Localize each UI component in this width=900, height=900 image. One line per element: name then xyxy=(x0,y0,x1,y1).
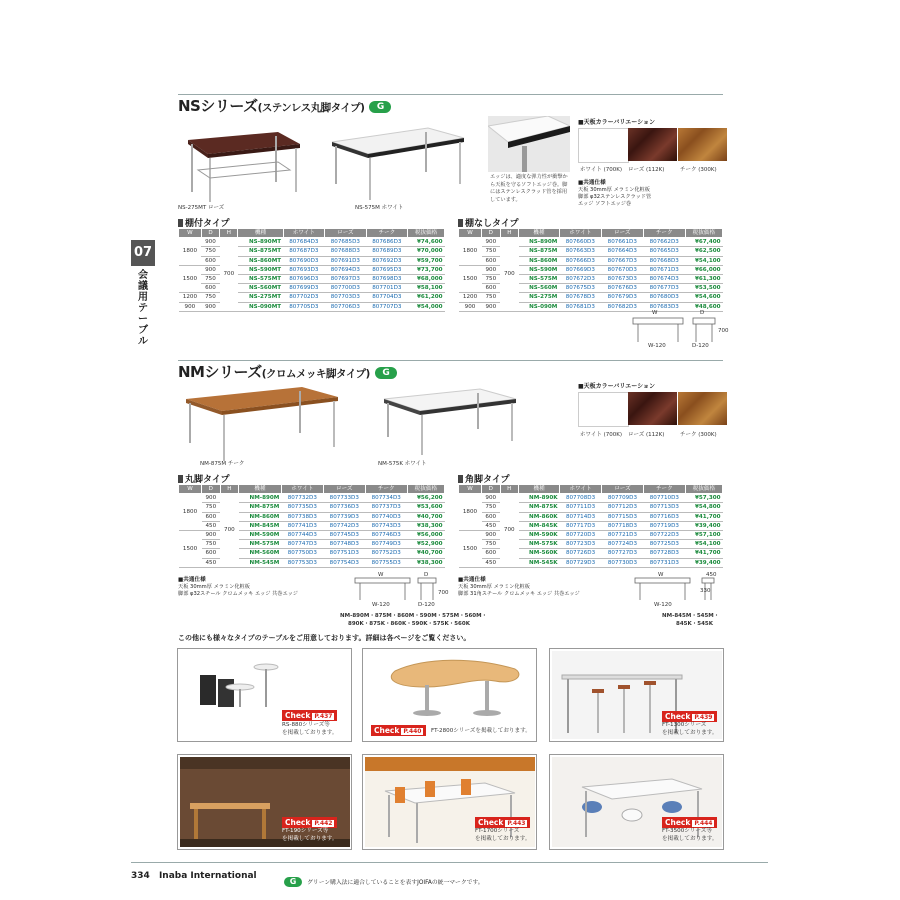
promo-check-badge[interactable]: Check P.443 xyxy=(475,817,530,828)
promo-card-ft2800[interactable] xyxy=(362,648,537,742)
ns-color-rose-label: ローズ (112K) xyxy=(628,167,665,173)
nm-dim2-w-off: W-120 xyxy=(654,602,672,608)
table-row: 750 NS-875MT 807687D3 807688D3 807689D3 ¥70,000 xyxy=(179,247,445,256)
ns-title: NSシリーズ(ステンレス丸脚タイプ) G xyxy=(178,95,391,116)
nm-dim2-d330: 330 xyxy=(700,588,711,594)
table-row: 750 NS-575M 807672D3 807673D3 807674D3 ¥61,300 xyxy=(459,275,723,284)
nm-dim-caption-4: 845K・545K xyxy=(676,621,713,627)
table-row: 1800 900 700 NM-890M 807732D3 807733D3 807734D3 ¥56,200 xyxy=(179,494,445,503)
ns-dim-h: 700 xyxy=(718,328,729,334)
ns-swatch-teak xyxy=(678,128,727,161)
nm-color-title: ■天板カラーバリエーション xyxy=(578,383,656,390)
nm-color-white-label: ホワイト (700K) xyxy=(580,432,622,438)
table-row: 750 NS-575MT 807696D3 807697D3 807698D3 ¥68,000 xyxy=(179,275,445,284)
nm-color-rose-label: ローズ (112K) xyxy=(628,432,665,438)
promo-check-badge[interactable]: Check P.439 xyxy=(662,711,717,722)
chapter-label: 会議用テーブル xyxy=(138,270,148,347)
nm-dim-d-off: D-120 xyxy=(418,602,435,608)
green-mark-icon: G xyxy=(375,367,397,379)
table-row: 600 NS-560M 807675D3 807676D3 807677D3 ¥53,500 xyxy=(459,284,723,293)
promo-text: FT-1300シリーズ を掲載しております。 xyxy=(662,722,718,736)
ns-edge-note: エッジは、適度な弾力性が衝撃から天板を守るソフトエッジ巻。脚にはステンレスクラッド管を採用しています。 xyxy=(490,174,568,203)
promo-card-rs880[interactable] xyxy=(177,648,352,742)
table-row: 600 NS-860M 807666D3 807667D3 807668D3 ¥54,100 xyxy=(459,256,723,265)
promo-check-badge[interactable]: Check P.440 xyxy=(371,725,426,736)
ns-color-title: ■天板カラーバリエーション xyxy=(578,119,656,126)
ns-shelf-table: W D H 機種 ホワイト ローズ チーク 税抜価格 1800 900 700 NS-890MT 807684D3 807685D3 807686D3 ¥74,600 750 NS-875MT 807687D3 807688D3 807689D3 ¥70,000 600 NS-860MT 807690D3 807691D3 807692D3 ¥59,700 1500 900 NS-590MT 807693D3 807694D3 807695D3 ¥73,700 750 NS-575MT 807696D3 807697D3 807698D3 ¥68,000 600 NS-560MT 807699D3 807700D3 807701D3 ¥58,100 1200 750 NS-275MT 807702D3 807703D3 807704D3 ¥61,200 900 900 NS-090MT 807705D3 807706D3 807707D3 ¥54,000 xyxy=(178,228,445,312)
nm-dim-caption-1: NM-890M・875M・860M・590M・575M・560M・ xyxy=(340,613,488,619)
promo-check-badge[interactable]: Check P.444 xyxy=(662,817,717,828)
ns-photo2-caption: NS-575M ホワイト xyxy=(355,205,404,211)
table-row: 900 900 NS-090M 807681D3 807682D3 807683D3 ¥48,600 xyxy=(459,302,723,311)
ns-dim-d-off: D-120 xyxy=(692,343,709,349)
promo-text: FT-1700シリーズ を掲載しております。 xyxy=(475,828,531,842)
nm-round-table: W D H 機種 ホワイト ローズ チーク 税抜価格 1800 900 700 NM-890M 807732D3 807733D3 807734D3 ¥56,200 750 NM-875M 807735D3 807736D3 807737D3 ¥53,600 600 NM-860M 807738D3 807739D3 807740D3 ¥40,700 450 NM-845M 807741D3 807742D3 807743D3 ¥38,300 1500 900 NM-590M 807744D3 807745D3 807746D3 ¥56,000 750 NM-575M 807747D3 807748D3 807749D3 ¥52,900 600 NM-560M 807750D3 807751D3 807752D3 ¥40,700 450 NM-545M 807753D3 807754D3 807755D3 ¥38,300 xyxy=(178,484,445,568)
footer-green-note: G グリーン購入法に適合していることを表すJOIFAの統一マークです。 xyxy=(284,871,484,890)
page-number: 334 xyxy=(131,871,150,881)
promo-text: FT-190シリーズ等 を掲載しております。 xyxy=(282,828,338,842)
table-row: 900 900 NS-090MT 807705D3 807706D3 807707D3 ¥54,000 xyxy=(179,302,445,311)
promo-text: RS-880シリーズ等 を掲載しております。 xyxy=(282,722,338,736)
table-row: 450 NM-845K 807717D3 807718D3 807719D3 ¥39,400 xyxy=(459,521,723,530)
table-row: 600 NS-560MT 807699D3 807700D3 807701D3 ¥58,100 xyxy=(179,284,445,293)
promo-ft2800-photo xyxy=(365,651,535,723)
ns-dim-w-off: W-120 xyxy=(648,343,666,349)
nm-round-common-spec: ■共通仕様 天板 30mm厚 メラミン化粧板 脚部 φ32スチール クロムメッキ エッジ 共巻エッジ xyxy=(178,577,298,597)
nm-square-common-spec: ■共通仕様 天板 30mm厚 メラミン化粧板 脚部 31角スチール クロムメッキ エッジ 共巻エッジ xyxy=(458,577,580,597)
promo-card-ft190[interactable] xyxy=(177,754,352,850)
table-row: 750 NM-575K 807723D3 807724D3 807725D3 ¥54,100 xyxy=(459,540,723,549)
ns-swatch-white xyxy=(578,128,629,163)
green-mark-icon: G xyxy=(369,101,391,113)
chapter-tab: 07 xyxy=(131,240,155,266)
nm-dim-d: D xyxy=(424,572,429,578)
ns-edge-closeup-photo xyxy=(488,116,570,172)
promo-rs880-photo xyxy=(180,651,350,711)
ns-noshelf-table: W D H 機種 ホワイト ローズ チーク 税抜価格 1800 900 700 NS-890M 807660D3 807661D3 807662D3 ¥67,400 750 NS-875M 807663D3 807664D3 807665D3 ¥62,500 600 NS-860M 807666D3 807667D3 807668D3 ¥54,100 1500 900 NS-590M 807669D3 807670D3 807671D3 ¥66,000 750 NS-575M 807672D3 807673D3 807674D3 ¥61,300 600 NS-560M 807675D3 807676D3 807677D3 ¥53,500 1200 750 NS-275M 807678D3 807679D3 807680D3 ¥54,600 900 900 NS-090M 807681D3 807682D3 807683D3 ¥48,600 xyxy=(458,228,723,312)
nm-round-subtitle: 丸脚タイプ xyxy=(178,472,230,485)
ns-noshelf-subtitle: 棚なしタイプ xyxy=(458,216,519,229)
nm-color-teak-label: チーク (300K) xyxy=(680,432,717,438)
table-row: 450 NM-545M 807753D3 807754D3 807755D3 ¥38,300 xyxy=(179,558,445,567)
top-rule xyxy=(178,94,723,95)
promo-check-badge[interactable]: Check P.442 xyxy=(282,817,337,828)
footer-rule xyxy=(131,862,768,863)
nm-photo1-caption: NM-875M チーク xyxy=(200,461,245,467)
nm-dim2-w: W xyxy=(658,572,664,578)
table-row: 1800 900 700 NM-890K 807708D3 807709D3 807710D3 ¥57,300 xyxy=(459,494,723,503)
table-row: 450 NM-845M 807741D3 807742D3 807743D3 ¥38,300 xyxy=(179,521,445,530)
table-row: 750 NM-875K 807711D3 807712D3 807713D3 ¥54,800 xyxy=(459,503,723,512)
table-row: 1200 750 NS-275MT 807702D3 807703D3 807704D3 ¥61,200 xyxy=(179,293,445,302)
table-row: 1500 900 NM-590M 807744D3 807745D3 807746D3 ¥56,000 xyxy=(179,531,445,540)
nm-swatch-teak xyxy=(678,392,727,425)
table-row: 600 NM-560K 807726D3 807727D3 807728D3 ¥41,700 xyxy=(459,549,723,558)
ns-shelf-table-photo xyxy=(178,122,303,204)
ns-color-teak-label: チーク (300K) xyxy=(680,167,717,173)
promo-check-badge[interactable]: Check P.437 xyxy=(282,710,337,721)
table-row: 450 NM-545K 807729D3 807730D3 807731D3 ¥39,400 xyxy=(459,558,723,567)
ns-white-table-photo xyxy=(328,122,468,202)
table-row: 1200 750 NS-275M 807678D3 807679D3 807680D3 ¥54,600 xyxy=(459,293,723,302)
table-row: 750 NS-875M 807663D3 807664D3 807665D3 ¥62,500 xyxy=(459,247,723,256)
table-row: 600 NM-860M 807738D3 807739D3 807740D3 ¥40,700 xyxy=(179,512,445,521)
nm-swatch-white xyxy=(578,392,629,427)
ns-dim-d: D xyxy=(700,310,705,316)
nm-teak-table-photo xyxy=(182,383,342,465)
table-row: 1800 900 700 NS-890MT 807684D3 807685D3 807686D3 ¥74,600 xyxy=(179,238,445,247)
ns-photo1-caption: NS-275MT ローズ xyxy=(178,205,225,211)
brand-name: Inaba International xyxy=(158,871,257,881)
table-row: 600 NS-860MT 807690D3 807691D3 807692D3 ¥59,700 xyxy=(179,256,445,265)
table-row: 600 NM-860K 807714D3 807715D3 807716D3 ¥41,700 xyxy=(459,512,723,521)
nm-dim-w: W xyxy=(378,572,384,578)
promo-card-ft1700[interactable] xyxy=(362,754,537,850)
nm-dim-caption-2: 890K・875K・860K・590K・575K・560K xyxy=(348,621,470,627)
ns-common-spec: ■共通仕様 天板 30mm厚 メラミン化粧板 脚部 φ32ステンレスクラッド管 エッジ ソフトエッジ巻 xyxy=(578,180,652,207)
table-row: 1500 900 NS-590MT 807693D3 807694D3 807695D3 ¥73,700 xyxy=(179,265,445,274)
promo-text: FT-2800シリーズを掲載しております。 xyxy=(431,728,531,734)
table-row: 1800 900 700 NS-890M 807660D3 807661D3 807662D3 ¥67,400 xyxy=(459,238,723,247)
table-row: 600 NM-560M 807750D3 807751D3 807752D3 ¥40,700 xyxy=(179,549,445,558)
promo-intro: この他にも様々なタイプのテーブルをご用意しております。詳細は各ページをご覧ください。 xyxy=(178,634,471,642)
promo-card-ft1300[interactable] xyxy=(549,648,724,742)
nm-dim-h: 700 xyxy=(438,590,449,596)
table-row: 1500 900 NM-590K 807720D3 807721D3 807722D3 ¥57,100 xyxy=(459,531,723,540)
nm-white-table-photo xyxy=(380,385,520,457)
nm-square-table: W D H 機種 ホワイト ローズ チーク 税抜価格 1800 900 700 NM-890K 807708D3 807709D3 807710D3 ¥57,300 750 NM-875K 807711D3 807712D3 807713D3 ¥54,800 600 NM-860K 807714D3 807715D3 807716D3 ¥41,700 450 NM-845K 807717D3 807718D3 807719D3 ¥39,400 1500 900 NM-590K 807720D3 807721D3 807722D3 ¥57,100 750 NM-575K 807723D3 807724D3 807725D3 ¥54,100 600 NM-560K 807726D3 807727D3 807728D3 ¥41,700 450 NM-545K 807729D3 807730D3 807731D3 ¥39,400 xyxy=(458,484,723,568)
nm-dim-caption-3: NM-845M・545M・ xyxy=(662,613,720,619)
nm-dim2-d450: 450 xyxy=(706,572,717,578)
ns-dim-w: W xyxy=(652,310,658,316)
nm-swatch-rose xyxy=(628,392,677,425)
ns-shelf-subtitle: 棚付タイプ xyxy=(178,216,230,229)
table-row: 1500 900 NS-590M 807669D3 807670D3 807671D3 ¥66,000 xyxy=(459,265,723,274)
table-row: 750 NM-875M 807735D3 807736D3 807737D3 ¥53,600 xyxy=(179,503,445,512)
green-mark-icon: G xyxy=(284,877,302,887)
ns-swatch-rose xyxy=(628,128,677,161)
promo-text: FT-3500シリーズ等 を掲載しております。 xyxy=(662,828,718,842)
nm-square-subtitle: 角脚タイプ xyxy=(458,472,510,485)
nm-photo2-caption: NM-575K ホワイト xyxy=(378,461,427,467)
nm-title: NMシリーズ(クロムメッキ脚タイプ) G xyxy=(178,361,397,382)
ns-color-white-label: ホワイト (700K) xyxy=(580,167,622,173)
promo-card-ft3500[interactable] xyxy=(549,754,724,850)
nm-dim-w-off: W-120 xyxy=(372,602,390,608)
footer xyxy=(131,871,257,881)
table-row: 750 NM-575M 807747D3 807748D3 807749D3 ¥52,900 xyxy=(179,540,445,549)
